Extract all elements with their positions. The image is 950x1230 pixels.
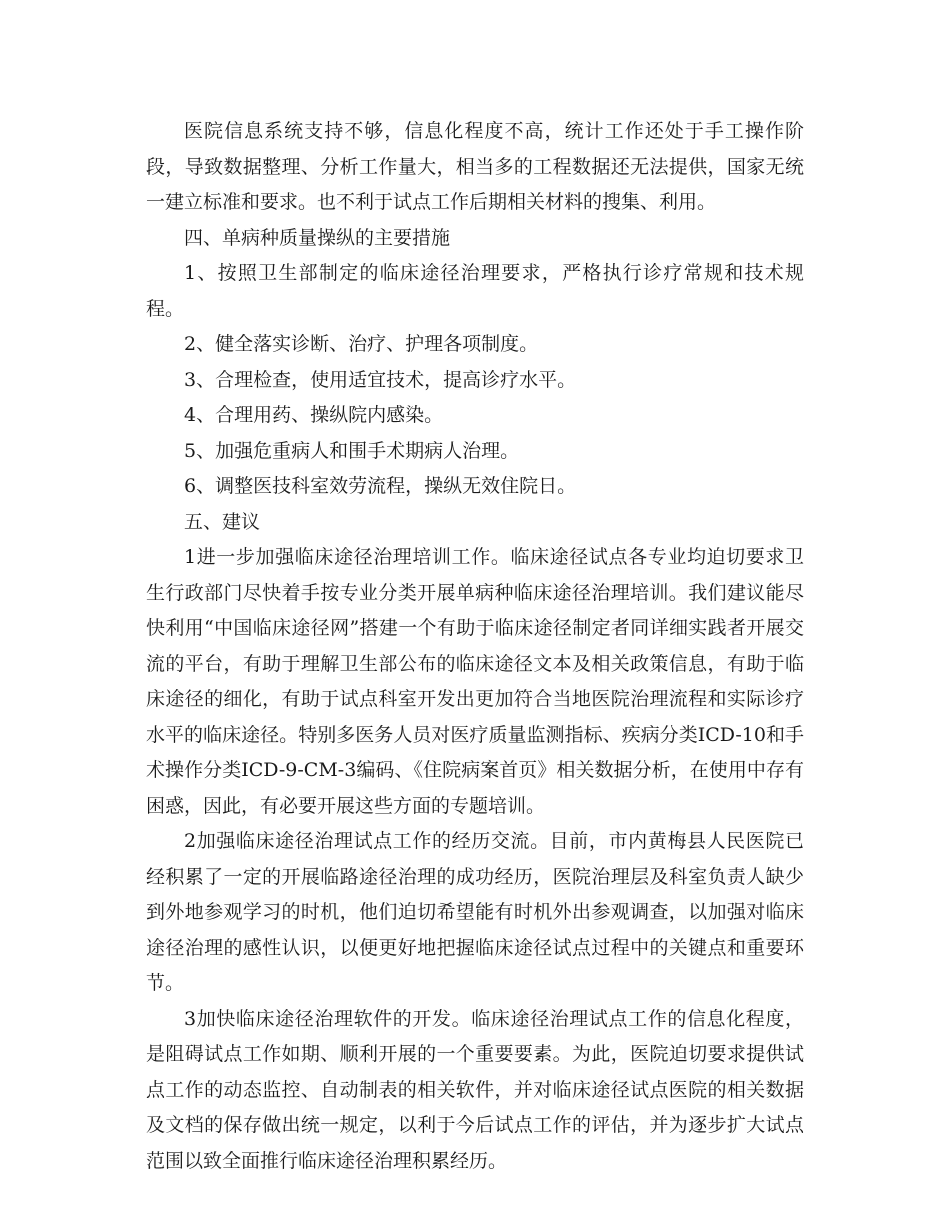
paragraph-info-system: 医院信息系统支持不够，信息化程度不高，统计工作还处于手工操作阶段，导致数据整理、分析工作量大，相当多的工程数据还无法提供，国家无统一建立标准和要求。也不利于试点工作后期相关材料的搜集、利用。 (146, 120, 804, 213)
list-item-measure-5: 5、加强危重病人和围手术期病人治理。 (184, 439, 520, 462)
section-heading-suggestions: 五、建议 (184, 510, 261, 533)
section-heading-measures: 四、单病种质量操纵的主要措施 (184, 226, 451, 249)
list-item-measure-4: 4、合理用药、操纵院内感染。 (184, 404, 444, 426)
list-item-measure-1: 1、按照卫生部制定的临床途径治理要求，严格执行诊疗常规和技术规程。 (146, 262, 804, 320)
list-item-measure-2: 2、健全落实诊断、治疗、护理各项制度。 (184, 333, 539, 355)
paragraph-suggestion-2: 2加强临床途径治理试点工作的经历交流。目前，市内黄梅县人民医院已经积累了一定的开展临路途径治理的成功经历，医院治理层及科室负责人缺少到外地参观学习的时机，他们迫切希望能有时机外出参观调查，以加强对临床途径治理的感性认识，以便更好地把握临床途径试点过程中的关键点和重要环节。 (146, 830, 804, 994)
paragraph-suggestion-1: 1进一步加强临床途径治理培训工作。临床途径试点各专业均迫切要求卫生行政部门尽快着手按专业分类开展单病种临床途径治理培训。我们建议能尽快利用“中国临床途径网”搭建一个有助于临床途径制定者同详细实践者开展交流的平台，有助于理解卫生部公布的临床途径文本及相关政策信息，有助于临床途径的细化，有助于试点科室开发出更加符合当地医院治理流程和实际诊疗水平的临床途径。特别多医务人员对医疗质量监测指标、疾病分类ICD-10和手术操作分类ICD-9-CM-3编码、《住院病案首页》相关数据分析，在使用中存有困惑，因此，有必要开展这些方面的专题培训。 (146, 546, 804, 817)
list-item-measure-3: 3、合理检查，使用适宜技术，提高诊疗水平。 (184, 368, 577, 391)
list-item-measure-6: 6、调整医技科室效劳流程，操纵无效住院日。 (184, 475, 577, 497)
paragraph-suggestion-3: 3加快临床途径治理软件的开发。临床途径治理试点工作的信息化程度，是阻碍试点工作如期、顺利开展的一个重要要素。为此，医院迫切要求提供试点工作的动态监控、自动制表的相关软件，并对临床途径试点医院的相关数据及文档的保存做出统一规定，以利于今后试点工作的评估，并为逐步扩大试点范围以致全面推行临床途径治理积累经历。 (146, 1007, 804, 1172)
document-body (146, 114, 804, 1179)
